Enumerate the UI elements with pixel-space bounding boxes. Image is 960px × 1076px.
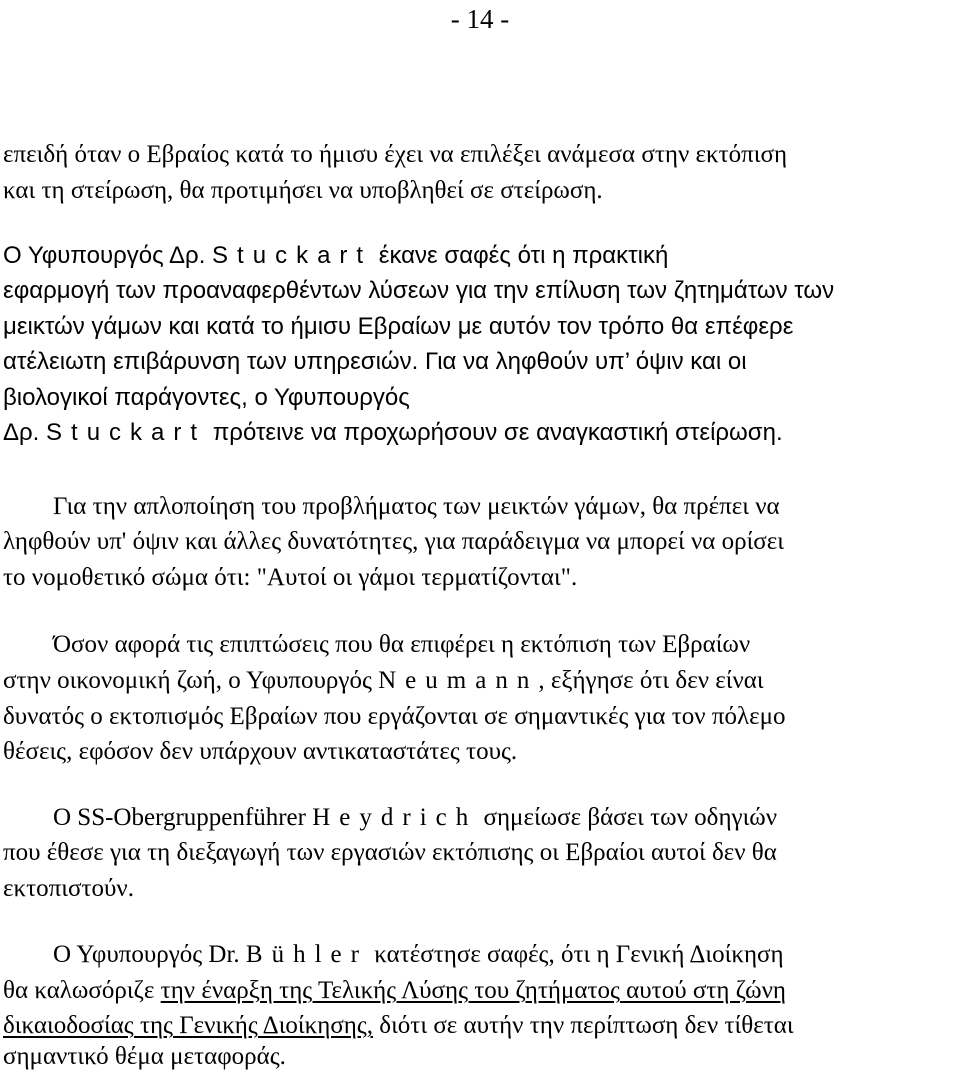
text-line: που έθεσε για τη διεξαγωγή των εργασιών εκτόπισης οι Εβραίοι αυτοί δεν θα	[3, 839, 777, 866]
text-line: σημαντικό θέμα μεταφοράς.	[3, 1043, 286, 1070]
text-line: ληφθούν υπ' όψιν και άλλες δυνατότητες, για παράδειγμα να μπορεί να ορίσει	[3, 528, 785, 555]
text-line: βιολογικοί παράγοντες, ο Υφυπουργός	[3, 384, 410, 411]
text-span: στην οικονομική ζωή, ο Υφυπουργός	[3, 667, 379, 694]
text-line	[3, 418, 783, 448]
underlined-text: την έναρξη της Τελικής Λύσης του ζητήματος αυτού στη ζώνη	[160, 977, 786, 1004]
text-span: σημείωσε βάσει των οδηγιών	[477, 804, 778, 831]
page-number: - 14 -	[450, 4, 510, 34]
text-span: έκανε σαφές ότι η πρακτική	[372, 242, 669, 269]
text-line: εφαρμογή των προαναφερθέντων λύσεων για την επίλυση των ζητημάτων των	[3, 277, 835, 304]
text-span: διότι σε αυτήν την περίπτωση δεν τίθεται	[373, 1012, 794, 1039]
text-span: Δρ.	[3, 419, 47, 446]
text-line	[3, 241, 668, 271]
text-line: Όσον αφορά τις επιπτώσεις που θα επιφέρει η εκτόπιση των Εβραίων	[3, 631, 751, 658]
text-line: και τη στείρωση, θα προτιμήσει να υποβληθεί σε στείρωση.	[3, 177, 603, 204]
text-line	[3, 803, 777, 833]
text-span: Ο SS-Obergruppenführer	[3, 804, 313, 831]
text-line: δυνατός ο εκτοπισμός Εβραίων που εργάζονται σε σημαντικές για τον πόλεμο	[3, 703, 786, 730]
text-line: εκτοπιστούν.	[3, 875, 134, 902]
text-line	[3, 1011, 794, 1041]
text-line: Για την απλοποίηση του προβλήματος των μεικτών γάμων, θα πρέπει να	[3, 493, 780, 520]
text-line	[3, 940, 784, 970]
text-line: επειδή όταν ο Εβραίος κατά το ήμισυ έχει να επιλέξει ανάμεσα στην εκτόπιση	[3, 141, 788, 168]
text-span: Ο Υφυπουργός Dr.	[3, 941, 246, 968]
text-span: , εξήγησε ότι δεν είναι	[538, 667, 764, 694]
text-span: Ο Υφυπουργός Δρ.	[3, 242, 213, 269]
text-line: το νομοθετικό σώμα ότι: "Αυτοί οι γάμοι τερματίζονται".	[3, 564, 578, 591]
person-name: Neumann	[378, 667, 539, 694]
underlined-text: δικαιοδοσίας της Γενικής Διοίκησης,	[3, 1012, 374, 1039]
person-name: Bühler	[245, 941, 368, 968]
person-name: Stuckart	[46, 419, 207, 446]
person-name: Stuckart	[212, 242, 373, 269]
text-span: κατέστησε σαφές, ότι η Γενική Διοίκηση	[367, 941, 784, 968]
person-name: Heydrich	[312, 804, 478, 831]
text-line	[3, 976, 786, 1006]
text-line	[3, 666, 764, 696]
text-span: πρότεινε να προχωρήσουν σε αναγκαστική στείρωση.	[206, 419, 783, 446]
text-line: ατέλειωτη επιβάρυνση των υπηρεσιών. Για να ληφθούν υπ’ όψιν και οι	[3, 348, 747, 375]
text-line: θέσεις, εφόσον δεν υπάρχουν αντικαταστάτες τους.	[3, 738, 518, 765]
text-line: μεικτών γάμων και κατά το ήμισυ Εβραίων με αυτόν τον τρόπο θα επέφερε	[3, 313, 794, 340]
text-span: θα καλωσόριζε	[3, 977, 161, 1004]
